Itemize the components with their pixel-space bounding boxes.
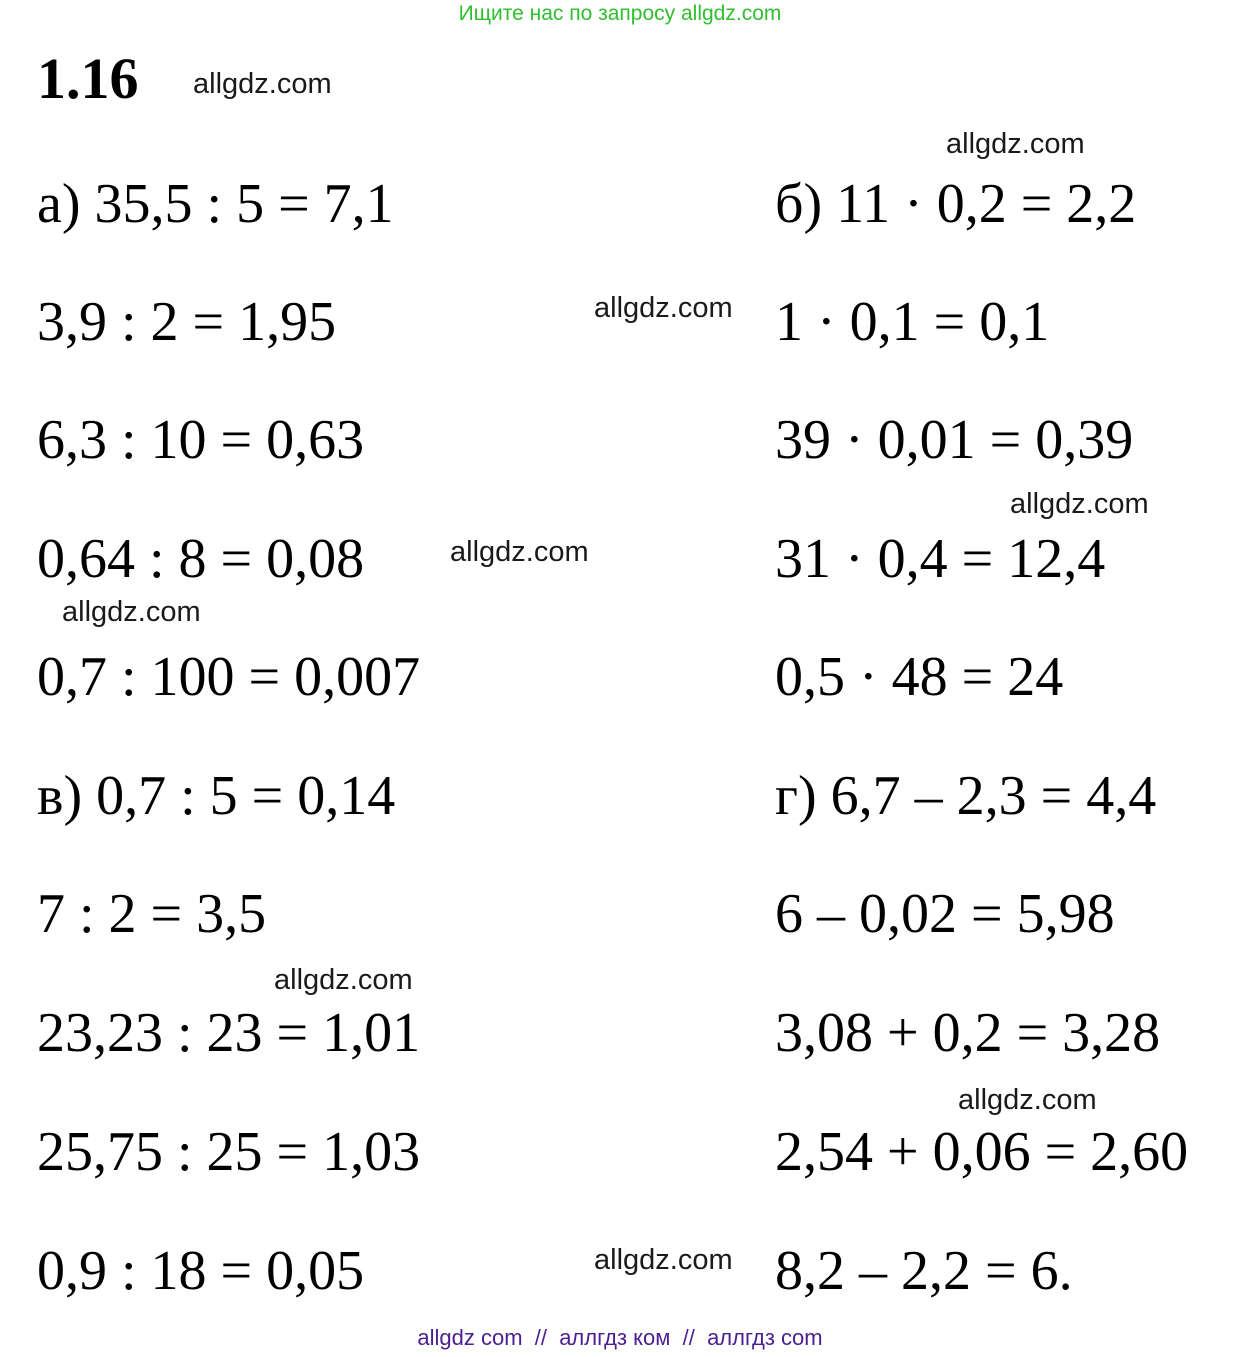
- watermark: allgdz.com: [274, 964, 413, 996]
- watermark: allgdz.com: [62, 596, 201, 628]
- equation-g-2: 6 – 0,02 = 5,98: [775, 883, 1115, 945]
- equation-v-2: 7 : 2 = 3,5: [37, 883, 267, 945]
- watermark: allgdz.com: [193, 68, 332, 100]
- top-banner: Ищите нас по запросу allgdz.com: [458, 2, 782, 25]
- watermark: allgdz.com: [1010, 488, 1149, 520]
- equation-b-3: 39 · 0,01 = 0,39: [775, 409, 1134, 471]
- equation-v-1: в) 0,7 : 5 = 0,14: [37, 765, 396, 827]
- equation-a-5: 0,7 : 100 = 0,007: [37, 646, 421, 708]
- equation-g-4: 2,54 + 0,06 = 2,60: [775, 1121, 1189, 1183]
- equation-a-2: 3,9 : 2 = 1,95: [37, 291, 337, 353]
- equation-g-5: 8,2 – 2,2 = 6.: [775, 1240, 1073, 1302]
- equation-a-1: а) 35,5 : 5 = 7,1: [37, 173, 394, 235]
- equation-b-2: 1 · 0,1 = 0,1: [775, 291, 1050, 353]
- equation-b-5: 0,5 · 48 = 24: [775, 646, 1064, 708]
- equation-g-3: 3,08 + 0,2 = 3,28: [775, 1002, 1161, 1064]
- equation-b-1: б) 11 · 0,2 = 2,2: [775, 173, 1137, 235]
- problem-number: 1.16: [37, 46, 139, 111]
- equation-a-4: 0,64 : 8 = 0,08: [37, 528, 365, 590]
- equation-b-4: 31 · 0,4 = 12,4: [775, 528, 1106, 590]
- watermark: allgdz.com: [594, 292, 733, 324]
- equation-a-3: 6,3 : 10 = 0,63: [37, 409, 365, 471]
- equation-g-1: г) 6,7 – 2,3 = 4,4: [775, 765, 1157, 827]
- watermark: allgdz.com: [958, 1084, 1097, 1116]
- equation-v-5: 0,9 : 18 = 0,05: [37, 1240, 365, 1302]
- equation-v-3: 23,23 : 23 = 1,01: [37, 1002, 421, 1064]
- footer-links: allgdz com // аллгдз ком // аллгдз com: [417, 1325, 823, 1350]
- watermark: allgdz.com: [450, 536, 589, 568]
- watermark: allgdz.com: [594, 1244, 733, 1276]
- equation-v-4: 25,75 : 25 = 1,03: [37, 1121, 421, 1183]
- watermark: allgdz.com: [946, 128, 1085, 160]
